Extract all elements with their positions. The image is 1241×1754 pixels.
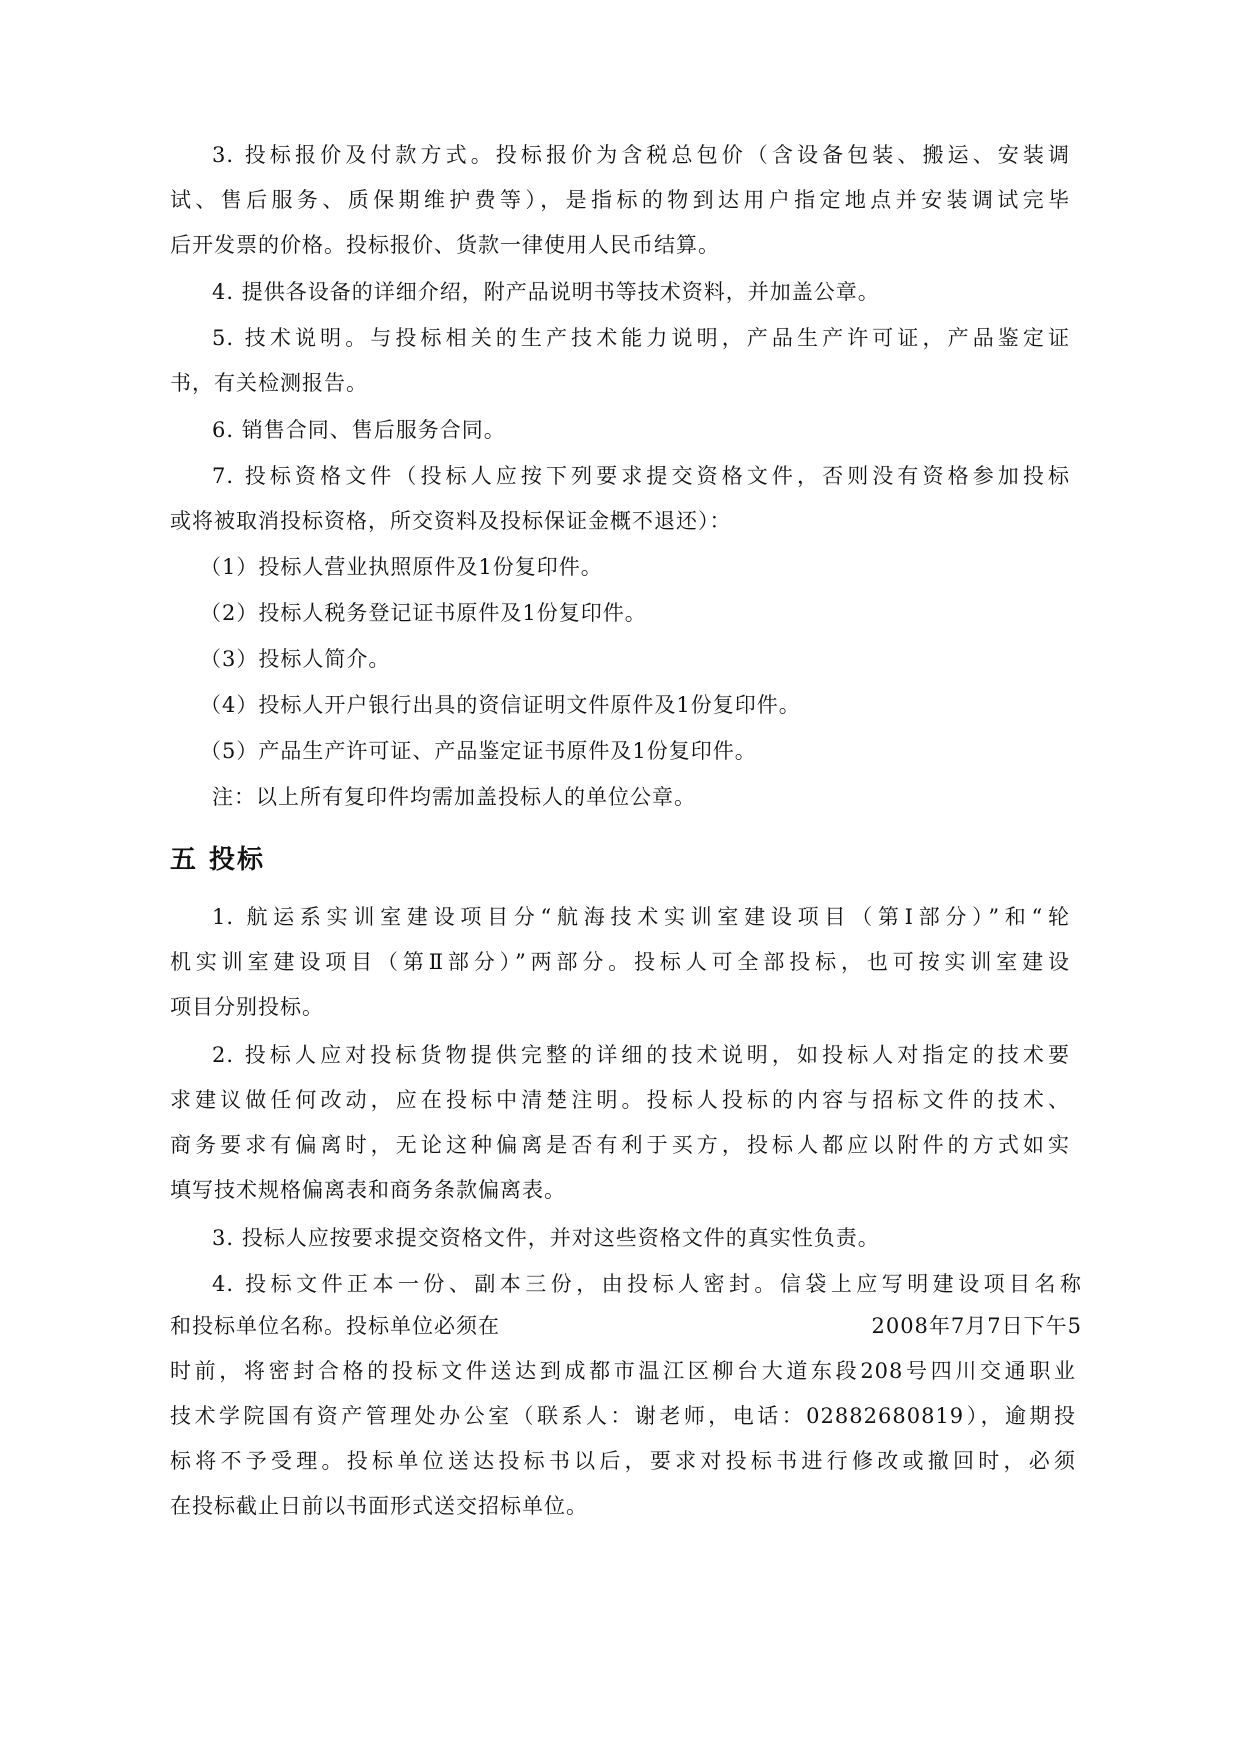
s5-item-3: 3. 投标人应按要求提交资格文件，并对这些资格文件的真实性负责。 — [212, 1226, 880, 1250]
s5-item-4-line-2-left: 和投标单位名称。投标单位必须在 — [170, 1314, 500, 1338]
item-3-line-3: 后开发票的价格。投标报价、货款一律使用人民币结算。 — [170, 233, 720, 257]
s5-item-4-date: 2008年7月7日下午5 — [871, 1314, 1082, 1338]
item-7-sub-4: （4）投标人开户银行出具的资信证明文件原件及1份复印件。 — [200, 693, 801, 717]
item-4: 4. 提供各设备的详细介绍，附产品说明书等技术资料，并加盖公章。 — [212, 280, 880, 304]
item-5-line-1: 5. 技术说明。与投标相关的生产技术能力说明，产品生产许可证，产品鉴定证 — [212, 326, 1070, 350]
s5-item-2-line-3: 商务要求有偏离时，无论这种偏离是否有利于买方，投标人都应以附件的方式如实 — [170, 1133, 1070, 1157]
item-7-line-1: 7. 投标资格文件（投标人应按下列要求提交资格文件，否则没有资格参加投标 — [212, 464, 1070, 488]
item-7-sub-3: （3）投标人简介。 — [200, 647, 391, 671]
s5-item-2-line-2: 求建议做任何改动，应在投标中清楚注明。投标人投标的内容与招标文件的技术、 — [170, 1088, 1070, 1112]
s5-item-4-line-2 — [170, 1304, 1082, 1349]
s5-item-1-line-3: 项目分别投标。 — [170, 995, 324, 1019]
s5-item-4-line-4: 技术学院国有资产管理处办公室（联系人：谢老师，电话：02882680819），逾期投 — [170, 1404, 1076, 1428]
item-3-line-1: 3. 投标报价及付款方式。投标报价为含税总包价（含设备包装、搬运、安装调 — [212, 143, 1070, 167]
item-7-sub-1: （1）投标人营业执照原件及1份复印件。 — [200, 555, 603, 579]
item-7-sub-5: （5）产品生产许可证、产品鉴定证书原件及1份复印件。 — [200, 739, 757, 763]
item-7-sub-2: （2）投标人税务登记证书原件及1份复印件。 — [200, 601, 647, 625]
s5-item-1-line-2: 机实训室建设项目（第Ⅱ部分）”两部分。投标人可全部投标，也可按实训室建设 — [170, 950, 1070, 974]
section-5-heading: 五 投标 — [170, 845, 266, 875]
item-6: 6. 销售合同、售后服务合同。 — [212, 418, 506, 442]
item-7-note: 注：以上所有复印件均需加盖投标人的单位公章。 — [212, 785, 696, 809]
item-5-line-2: 书，有关检测报告。 — [170, 371, 368, 395]
item-3-line-2: 试、售后服务、质保期维护费等），是指标的物到达用户指定地点并安装调试完毕 — [170, 188, 1070, 212]
s5-item-4-line-6: 在投标截止日前以书面形式送交招标单位。 — [170, 1494, 588, 1518]
s5-item-4-line-1: 4. 投标文件正本一份、副本三份，由投标人密封。信袋上应写明建设项目名称 — [212, 1272, 1082, 1296]
item-7-line-2: 或将被取消投标资格，所交资料及投标保证金概不退还）： — [170, 509, 732, 533]
s5-item-4-line-3: 时前，将密封合格的投标文件送达到成都市温江区柳台大道东段208号四川交通职业 — [170, 1359, 1076, 1383]
s5-item-2-line-1: 2. 投标人应对投标货物提供完整的详细的技术说明，如投标人对指定的技术要 — [212, 1043, 1070, 1067]
s5-item-4-line-5: 标将不予受理。投标单位送达投标书以后，要求对投标书进行修改或撤回时，必须 — [170, 1449, 1076, 1473]
s5-item-1-line-1: 1. 航运系实训室建设项目分“航海技术实训室建设项目（第Ⅰ部分）”和“轮 — [212, 905, 1070, 929]
s5-item-2-line-4: 填写技术规格偏离表和商务条款偏离表。 — [170, 1178, 566, 1202]
